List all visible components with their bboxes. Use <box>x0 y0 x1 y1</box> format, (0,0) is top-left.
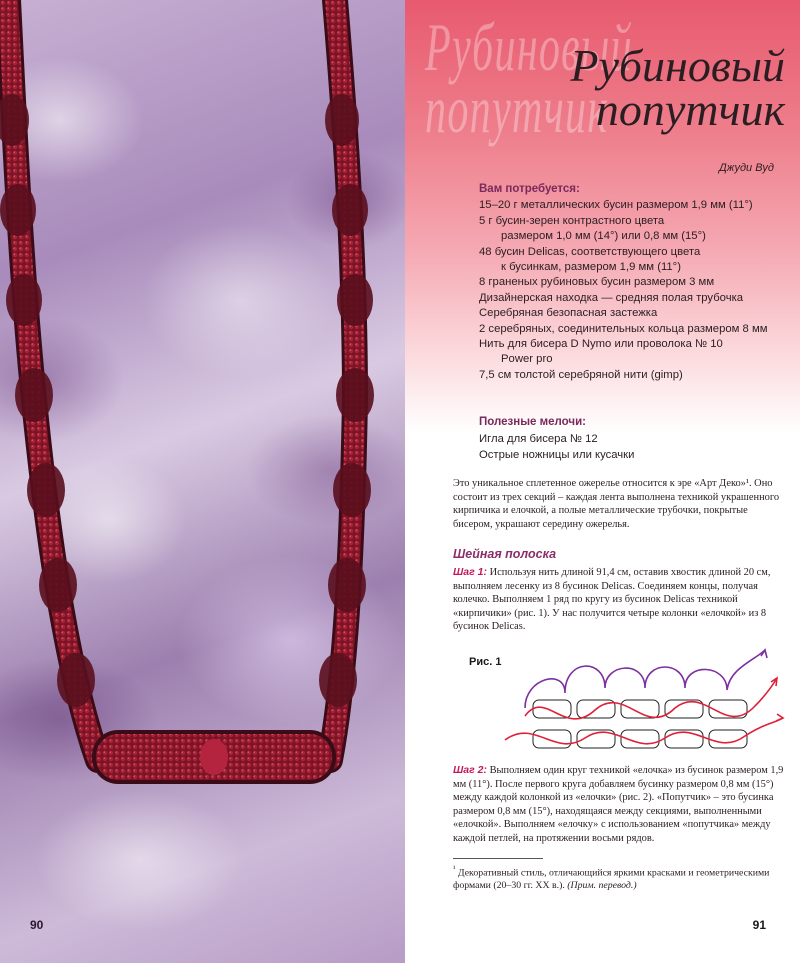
footnote-translator-note: (Прим. перевод.) <box>567 880 637 892</box>
figure-1-label: Рис. 1 <box>469 656 502 668</box>
title-line-1: Рубиновый <box>570 40 785 91</box>
material-item: Power pro <box>501 353 553 366</box>
page-number-left: 90 <box>30 918 44 932</box>
footnote-marker: ¹ <box>453 864 456 873</box>
material-item: 8 граненых рубиновых бусин размером 3 мм <box>479 276 715 289</box>
section-heading: Шейная полоска <box>453 547 557 561</box>
page-number-right: 91 <box>752 918 766 932</box>
page-title <box>455 40 785 135</box>
title-watermark: Рубиновый попутчик <box>425 9 633 147</box>
step-1-label: Шаг 1: <box>453 566 487 578</box>
material-item: 5 г бусин-зерен контрастного цвета <box>479 214 665 227</box>
materials-heading: Вам потребуется: <box>479 183 580 195</box>
right-page <box>405 0 800 963</box>
step-2-label: Шаг 2: <box>453 764 487 776</box>
step-1-text: Используя нить длиной 91,4 см, оставив хвостик длиной 20 см, выполняем лесенку из 8 бусинок Delicas. Соединяем концы, получая колечко. Выполняем 1 ряд по кругу из бусинок Delicas техникой «кирпичики» (рис. 1). У нас получится четыре колонки «елочкой» из 8 бусинок Delicas. <box>453 567 771 633</box>
step-1 <box>453 566 789 634</box>
materials-list <box>479 182 799 383</box>
tool-item: Игла для бисера № 12 <box>479 433 598 445</box>
author: Джуди Вуд <box>719 162 774 174</box>
material-item: 48 бусин Delicas, соответствующего цвета <box>479 245 701 258</box>
step-2 <box>453 764 789 846</box>
material-item: 15–20 г металлических бусин размером 1,9 мм (11°) <box>479 199 753 212</box>
intro-paragraph: Это уникальное сплетенное ожерелье относится к эре «Арт Деко»¹. Оно состоит из трех секций – каждая лента выполнена техникой украшенного кирпичика и елочкой, а полые металлические трубочки, покрытые бисером, украшают середину ожерелья. <box>453 478 780 530</box>
material-item: Серебряная безопасная застежка <box>479 307 658 320</box>
step-2-text: Выполняем один круг техникой «елочка» из бусинок размером 1,9 мм (11°). После первого круга добавляем бусинку размером 0,8 мм (15°) между каждой колонкой из «елочки» (рис. 2). «Попутчик» – это бусинка размером 0,8 мм (15°), находящаяся между секциями, выполненными «елочкой». Выполняем «елочку» с использованием «попутчика» между каждой петлей, на протяжении восьми рядов. <box>453 765 784 844</box>
material-item: 2 серебряных, соединительных кольца размером 8 мм <box>479 322 768 335</box>
tool-item: Острые ножницы или кусачки <box>479 449 635 461</box>
figure-1-diagram <box>465 648 785 760</box>
footnote-text: Декоративный стиль, отличающийся яркими красками и геометрическими формами (20–30 гг. XX в.). <box>453 867 770 892</box>
material-item: Нить для бисера D Nymo или проволока № 10 <box>479 338 723 351</box>
material-item: к бусинкам, размером 1,9 мм (11°) <box>501 261 681 274</box>
tools-heading: Полезные мелочи: <box>479 416 586 428</box>
title-line-2: попутчик <box>595 84 785 135</box>
footnote-divider <box>453 858 543 859</box>
material-item: Дизайнерская находка — средняя полая трубочка <box>479 291 744 304</box>
material-item: 7,5 см толстой серебряной нити (gimp) <box>479 368 683 381</box>
tools-list <box>479 414 779 463</box>
footnote <box>453 862 793 892</box>
material-item: размером 1,0 мм (14°) или 0,8 мм (15°) <box>501 230 706 243</box>
